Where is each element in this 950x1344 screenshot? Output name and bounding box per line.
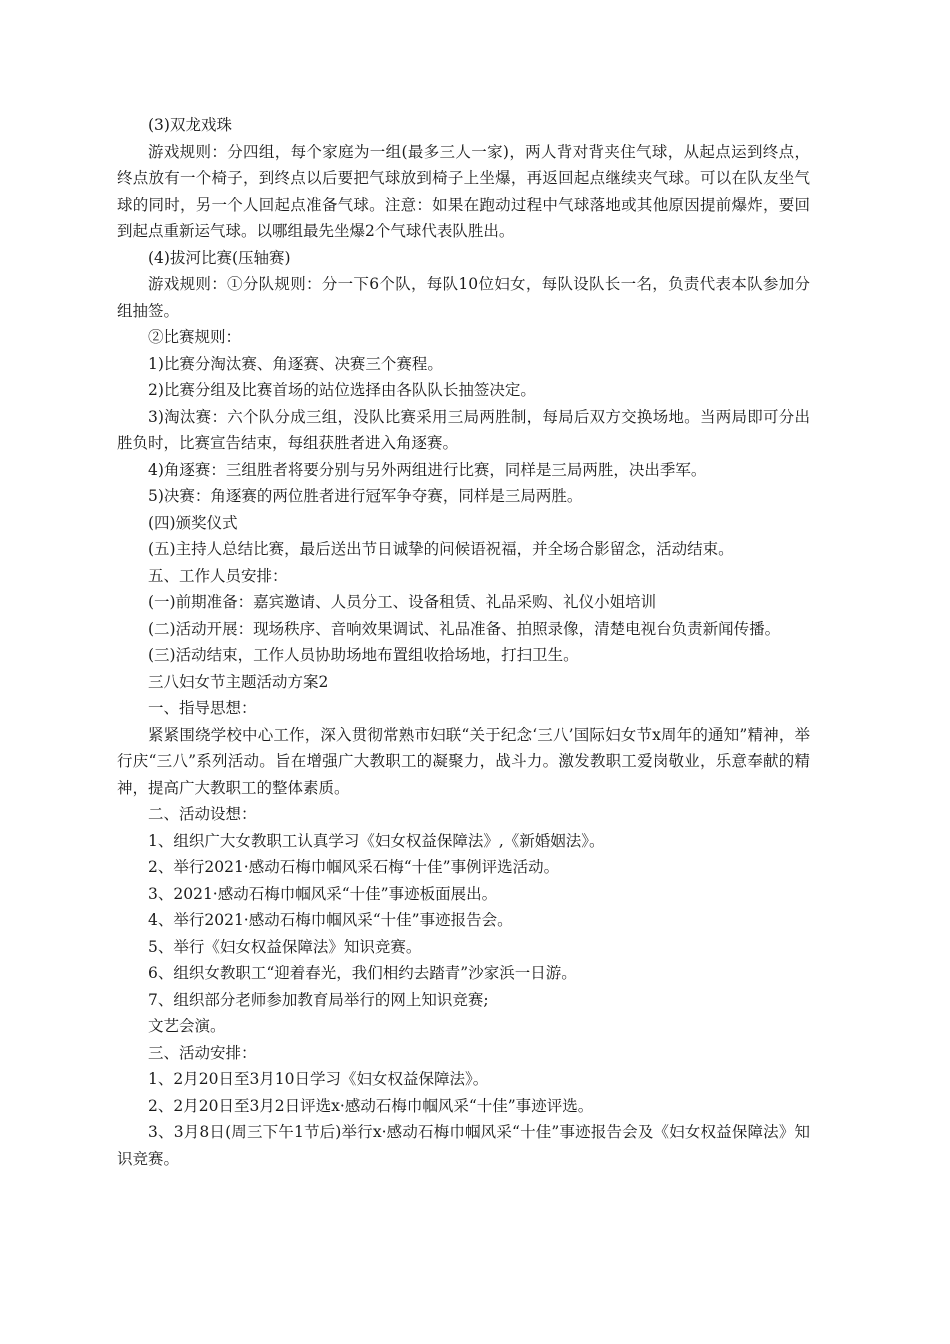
list-item-schedule-2: 2、2月20日至3月2日评选x·感动石梅巾帼风采“十佳”事迹评选。 (148, 1096, 594, 1115)
paragraph-game3-title: (3)双龙戏珠 (148, 116, 232, 134)
list-item-idea-3: 3、2021·感动石梅巾帼风采“十佳”事迹板面展出。 (148, 884, 498, 903)
document-page (117, 112, 810, 1172)
paragraph-rule-4: 4)角逐赛：三组胜者将要分别与另外两组进行比赛，同样是三局两胜，决出季军。 (148, 460, 707, 479)
paragraph-guiding-ideology: 紧紧围绕学校中心工作，深入贯彻常熟市妇联“关于纪念‘三八’国际妇女节x周年的通知”精神，举行庆“三八”系列活动。旨在增强广大教职工的凝聚力，战斗力。激发教职工爱岗敬业，乐意奉献的精神，提高广大教职工的整体素质。 (117, 725, 810, 797)
list-item-schedule-3: 3、3月8日(周三下午1节后)举行x·感动石梅巾帼风采“十佳”事迹报告会及《妇女权益保障法》知识竞赛。 (117, 1123, 810, 1168)
list-item-idea-2: 2、举行2021·感动石梅巾帼风采石梅“十佳”事例评选活动。 (148, 858, 560, 876)
heading-guiding-ideology: 一、指导思想： (148, 699, 257, 717)
list-item-schedule-1: 1、2月20日至3月10日学习《妇女权益保障法》。 (148, 1070, 489, 1088)
paragraph-rule-2: 2)比赛分组及比赛首场的站位选择由各队队长抽签决定。 (148, 381, 536, 399)
paragraph-host-summary: (五)主持人总结比赛，最后送出节日诚挚的问候语祝福，并全场合影留念，活动结束。 (148, 540, 734, 558)
list-item-idea-6: 6、组织女教职工“迎着春光，我们相约去踏青”沙家浜一日游。 (148, 964, 577, 982)
list-item-idea-7: 7、组织部分老师参加教育局举行的网上知识竞赛; (148, 990, 489, 1009)
paragraph-activity-execution: (二)活动开展：现场秩序、音响效果调试、礼品准备、拍照录像，清楚电视台负责新闻传播。 (148, 619, 781, 638)
paragraph-rule-1: 1)比赛分淘汰赛、角逐赛、决赛三个赛程。 (148, 354, 443, 373)
paragraph-game4-title: (4)拔河比赛(压轴赛) (148, 248, 291, 267)
heading-plan-2: 三八妇女节主题活动方案2 (148, 672, 329, 691)
paragraph-team-rules: 游戏规则：①分队规则：分一下6个队，每队10位妇女，每队设队长一名，负责代表本队参加分组抽签。 (117, 275, 810, 320)
paragraph-rule-3: 3)淘汰赛：六个队分成三组，没队比赛采用三局两胜制，每局后双方交换场地。当两局即可分出胜负时，比赛宣告结束，每组获胜者进入角逐赛。 (117, 407, 810, 452)
paragraph-award-ceremony: (四)颁奖仪式 (148, 513, 238, 532)
paragraph-activity-end: (三)活动结束，工作人员协助场地布置组收拾场地，打扫卫生。 (148, 646, 579, 664)
heading-activity-schedule: 三、活动安排： (148, 1043, 257, 1062)
paragraph-game3-rules: 游戏规则：分四组，每个家庭为一组(最多三人一家)，两人背对背夹住气球，从起点运到终点，终点放有一个椅子，到终点以后要把气球放到椅子上坐爆，再返回起点继续夹气球。可以在队友坐气球的同时，另一个人回起点准备气球。注意：如果在跑动过程中气球落地或其他原因提前爆炸，要回到起点重新运气球。以哪组最先坐爆2个气球代表队胜出。 (117, 142, 810, 240)
paragraph-match-rules-heading: ②比赛规则： (148, 328, 242, 346)
list-item-idea-5: 5、举行《妇女权益保障法》知识竞赛。 (148, 937, 422, 956)
paragraph-preparation: (一)前期准备：嘉宾邀请、人员分工、设备租赁、礼品采购、礼仪小姐培训 (148, 593, 657, 611)
heading-activity-ideas: 二、活动设想： (148, 805, 257, 823)
heading-staff-arrangement: 五、工作人员安排： (148, 566, 288, 585)
list-item-idea-1: 1、组织广大女教职工认真学习《妇女权益保障法》,《新婚姻法》。 (148, 831, 605, 850)
paragraph-rule-5: 5)决赛：角逐赛的两位胜者进行冠军争夺赛，同样是三局两胜。 (148, 487, 583, 505)
paragraph-art-performance: 文艺会演。 (148, 1017, 226, 1035)
list-item-idea-4: 4、举行2021·感动石梅巾帼风采“十佳”事迹报告会。 (148, 911, 513, 929)
